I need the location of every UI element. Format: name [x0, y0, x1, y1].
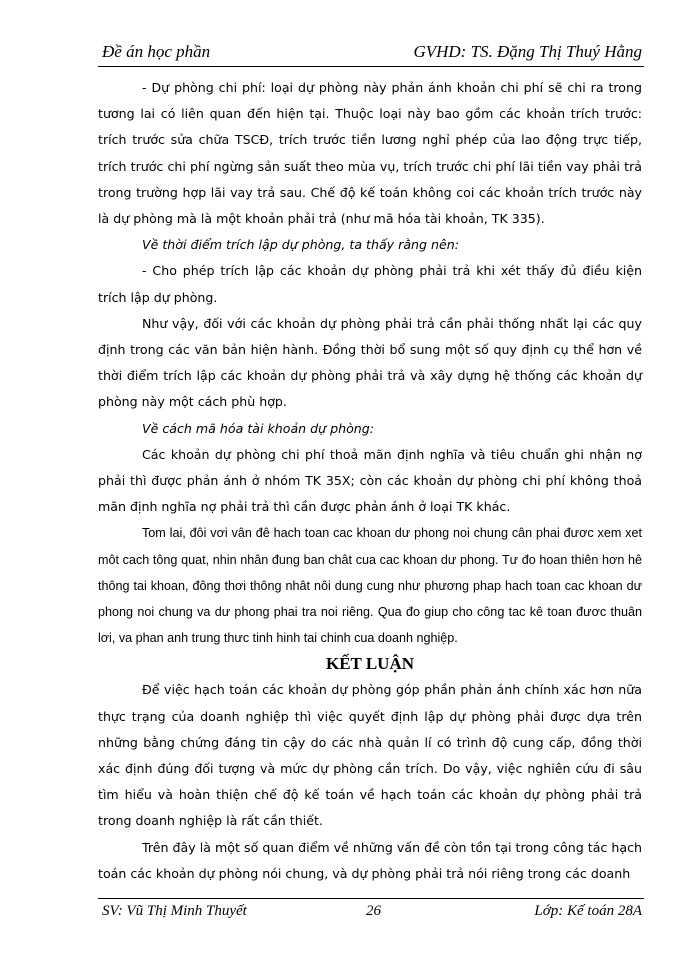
paragraph-unify-regulations: Như vậy, đối với các khoản dự phòng phải trả cần phải thống nhất lại các quy định trong các văn bản hiện hành. Đồng thời bổ sung một số quy định cụ thể hơn về thời điểm trích lập các khoản dự phòng phải trả và xây dựng hệ thống các khoản dự phòng này một cách phù hợp.	[98, 315, 642, 410]
document-body	[98, 75, 642, 887]
page-header	[98, 40, 644, 67]
paragraph-conclusion-1: Để việc hạch toán các khoản dự phòng góp phần phản ánh chính xác hơn nữa thực trạng của doanh nghiệp thì việc quyết định lập dự phòng phải được dựa trên những bằng chứng đáng tin cậy do các nhà quản lí có trình độ cung cấp, đồng thời xác định đúng đối tượng và mức dự phòng cần trích. Do vậy, việc nghiên cứu đi sâu tìm hiểu và hoàn thiện chế độ kế toán về hạch toán các khoản dự phòng phải trả trong doanh nghiệp là rất cần thiết.	[98, 682, 642, 829]
footer-class: Lớp: Kế toán 28A	[534, 903, 642, 919]
paragraph-conclusion-2: Trên đây là một số quan điểm về những vấn đề còn tồn tại trong công tác hạch toán các khoản dự phòng nói chung, và dự phòng phải trả nói riêng trong các doanh	[98, 839, 642, 881]
page-number: 26	[366, 903, 381, 919]
header-supervisor: GVHD: TS. Đặng Thị Thuý Hằng	[413, 42, 642, 61]
header-course: Đề án học phần	[102, 42, 211, 61]
subheading-account-coding: Về cách mã hóa tài khoản dự phòng:	[142, 420, 375, 436]
paragraph-cost-provision: - Dự phòng chi phí: loại dự phòng này phản ánh khoản chi phí sẽ chi ra trong tương lai có liên quan đến hiện tại. Thuộc loại này bao gồm các khoản trích trước: trích trước sửa chữa TSCĐ, trích trước tiền lương nghỉ phép của lao động trực tiếp, trích trước chi phí ngừng sản suất theo mùa vụ, trích trước chi phí lãi tiền vay phải trả trong trường hợp lãi vay trả sau. Chế độ kế toán không coi các khoản trích trước này là dự phòng mà là một khoản phải trả (như mã hóa tài khoản, TK 335).	[98, 80, 642, 227]
footer-student: SV: Vũ Thị Minh Thuyết	[102, 903, 247, 919]
paragraph-allow-provision: - Cho phép trích lập các khoản dự phòng phải trả khi xét thấy đủ điều kiện trích lập dự phòng.	[98, 263, 642, 305]
paragraph-summary: Tom lai, đôi vơi vân đê hach toan cac khoan dư phong noi chung cân phai đươc xem xet môt cach tông quat, nhin nhân đung ban chât cua cac khoan dư phong. Tư đo hoan thiên hơn hê thông tai khoan, đông thơi thông nhât nôi dung cung như phương phap hach toan cac khoan dư phong noi chung va dư phong phai tra noi riêng. Qua đo giup cho công tac kê toan đươc thuân lơi, va phan anh trung thưc tinh hinh tai chinh cua doanh nghiệp.	[98, 526, 642, 646]
section-heading-conclusion: KẾT LUẬN	[325, 654, 414, 674]
page-footer	[98, 898, 644, 927]
subheading-timing: Về thời điểm trích lập dự phòng, ta thấy rằng nên:	[142, 237, 459, 253]
paragraph-account-coding: Các khoản dự phòng chi phí thoả mãn định nghĩa và tiêu chuẩn ghi nhận nợ phải thì được phản ánh ở nhóm TK 35X; còn các khoản dự phòng chi phí không thoả mãn định nghĩa nợ phải trả thì cần được phản ánh ở loại TK khác.	[98, 446, 642, 515]
